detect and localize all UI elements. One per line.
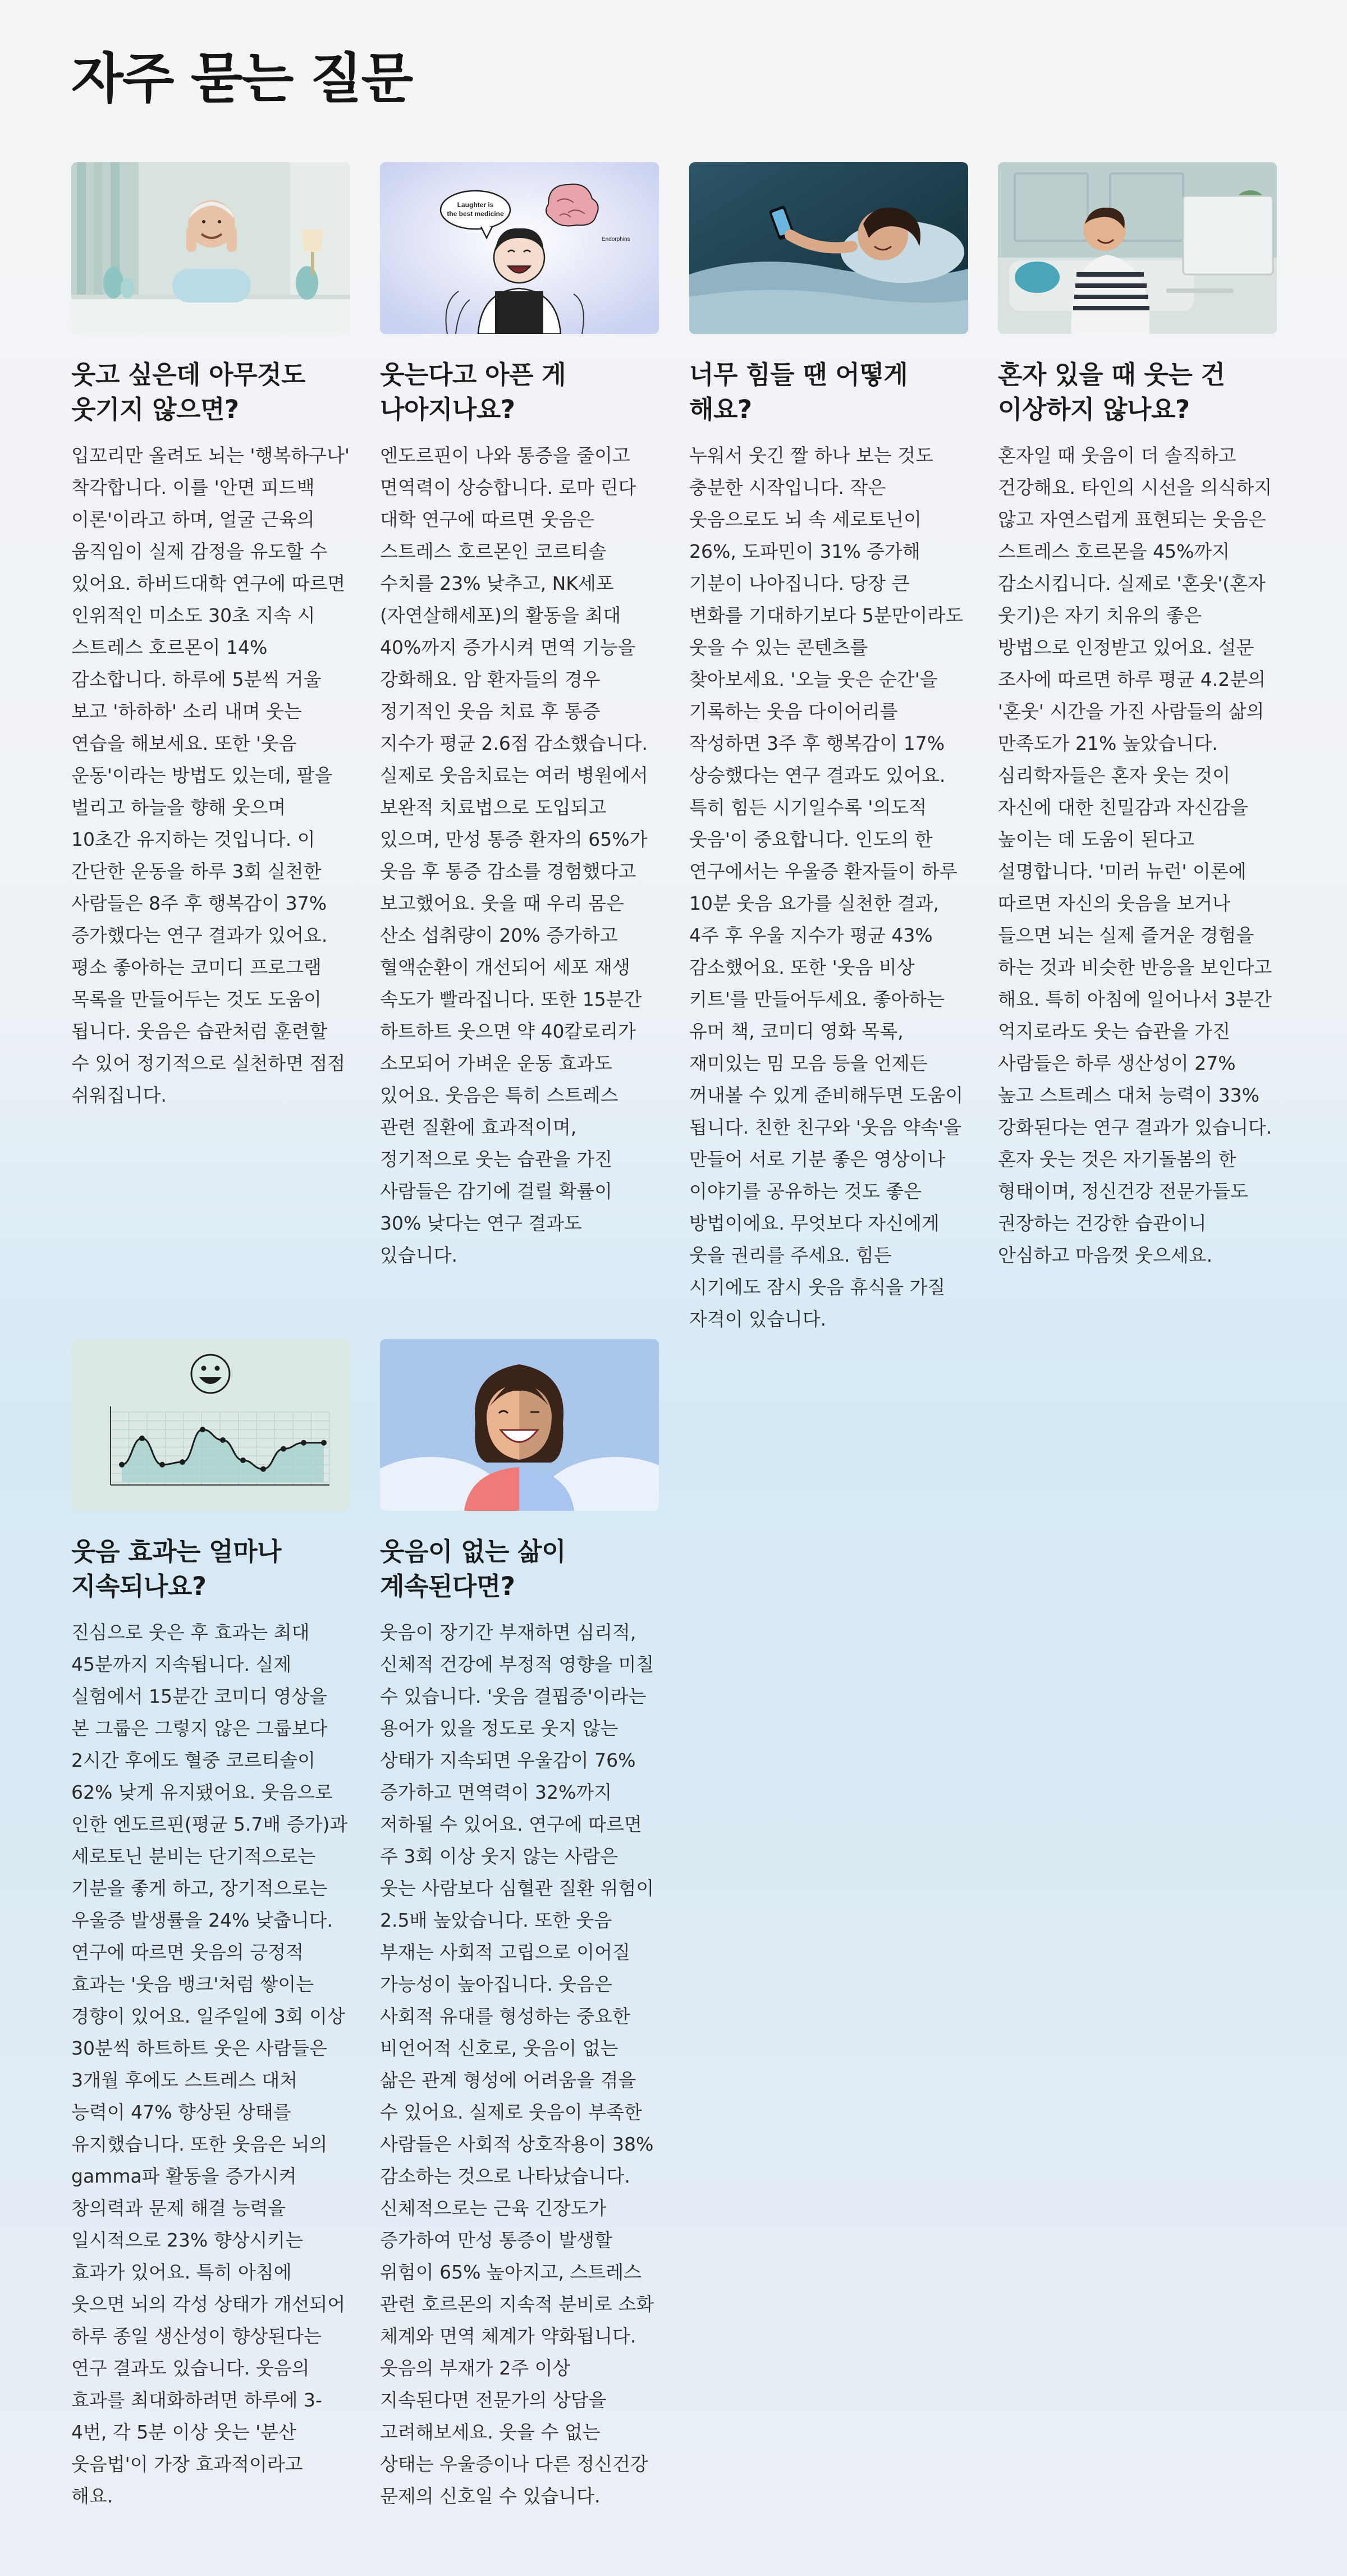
faq-answer-text: 진심으로 웃은 후 효과는 최대 45분까지 지속됩니다. 실제 실험에서 15분간 코미디 영상을 본 그룹은 그렇지 않은 그룹보다 2시간 후에도 혈중 코르티솔이 62% 낮게 유지됐어요. 웃음으로 인한 엔도르핀(평균 5.7배 증가)과 세로토닌 분비는 단기적으로는 기분을 좋게 하고, 장기적으로는 우울증 발생률을 24% 낮춥니다. 연구에 따르면 웃음의 긍정적 효과는 '웃음 뱅크'처럼 쌓이는 경향이 있어요. 일주일에 3회 이상 30분씩 하트하트 웃은 사람들은 3개월 후에도 스트레스 대처 능력이 47% 향상된 상태를 유지했습니다. 또한 웃음은 뇌의 gamma파 활동을 증가시켜 창의력과 문제 해결 능력을 일시적으로 23% 향상시키는 효과가 있어요. 특히 아침에 웃으면 뇌의 각성 상태가 개선되어 하루 종일 생산성이 향상된다는 연구 결과도 있습니다. 웃음의 효과를 최대화하려면 하루에 3-4번, 각 5분 이상 웃는 '분산 웃음법'이 가장 효과적이라고 해요. bbox=[71, 1621, 348, 2507]
speech-bubble-line-1: Laughter is bbox=[457, 201, 494, 209]
chart-point bbox=[260, 1466, 266, 1472]
faq-image-laughter-brain bbox=[380, 162, 659, 334]
faq-question-title: 너무 힘들 땐 어떻게 해요? bbox=[689, 360, 908, 424]
page-title: 자주 묻는 질문 bbox=[71, 47, 413, 110]
faq-card-1 bbox=[71, 162, 350, 1111]
chart-point bbox=[240, 1457, 246, 1463]
chart-point bbox=[139, 1436, 145, 1441]
chart-point bbox=[200, 1427, 205, 1432]
faq-card-3 bbox=[689, 162, 968, 1335]
faq-question-title: 웃는다고 아픈 게 나아지나요? bbox=[380, 360, 566, 424]
chart-point bbox=[159, 1462, 165, 1468]
speech-bubble-line-2: the best medicine bbox=[447, 210, 504, 218]
smiley-icon bbox=[191, 1355, 230, 1393]
faq-answer-text: 입꼬리만 올려도 뇌는 '행복하구나' 착각합니다. 이를 '안면 피드백 이론'이라고 하며, 얼굴 근육의 움직임이 실제 감정을 유도할 수 있어요. 하버드대학 연구에 따르면 인위적인 미소도 30초 지속 시 스트레스 호르몬이 14% 감소합니다. 하루에 5분씩 거울 보고 '하하하' 소리 내며 웃는 연습을 해보세요. 또한 '웃음 운동'이라는 방법도 있는데, 팔을 벌리고 하늘을 향해 웃으며 10초간 유지하는 것입니다. 이 간단한 운동을 하루 3회 실천한 사람들은 8주 후 행복감이 37% 증가했다는 연구 결과가 있어요. 평소 좋아하는 코미디 프로그램 목록을 만들어두는 것도 도움이 됩니다. 웃음은 습관처럼 훈련할 수 있어 정기적으로 실천하면 점점 쉬워집니다. bbox=[71, 444, 350, 1106]
faq-answer-text: 엔도르핀이 나와 통증을 줄이고 면역력이 상승합니다. 로마 린다 대학 연구에 따르면 웃음은 스트레스 호르몬인 코르티솔 수치를 23% 낮추고, NK세포(자연살해세포)의 활동을 최대 40%까지 증가시켜 면역 기능을 강화해요. 암 환자들의 경우 정기적인 웃음 치료 후 통증 지수가 평균 2.6점 감소했습니다. 실제로 웃음치료는 여러 병원에서 보완적 치료법으로 도입되고 있으며, 만성 통증 환자의 65%가 웃음 후 통증 감소를 경험했다고 보고했어요. 웃을 때 우리 몸은 산소 섭취량이 20% 증가하고 혈액순환이 개선되어 세포 재생 속도가 빨라집니다. 또한 15분간 하트하트 웃으면 약 40칼로리가 소모되어 가벼운 운동 효과도 있어요. 웃음은 특히 스트레스 관련 질환에 효과적이며, 정기적으로 웃는 습관을 가진 사람들은 감기에 걸릴 확률이 30% 낮다는 연구 결과도 있습니다. bbox=[380, 444, 648, 1266]
chart-point bbox=[281, 1446, 286, 1452]
brain-label: Endorphins bbox=[602, 236, 630, 242]
faq-image-laptop-laugh bbox=[998, 162, 1277, 334]
faq-card-6 bbox=[380, 1339, 659, 2512]
faq-question-title: 웃음 효과는 얼마나 지속되나요? bbox=[71, 1537, 282, 1601]
chart-point bbox=[119, 1462, 125, 1468]
faq-card-2 bbox=[380, 162, 659, 1271]
faq-image-half-face bbox=[380, 1339, 659, 1511]
faq-image-smiling-elder bbox=[71, 162, 350, 334]
faq-answer-text: 혼자일 때 웃음이 더 솔직하고 건강해요. 타인의 시선을 의식하지 않고 자연스럽게 표현되는 웃음은 스트레스 호르몬을 45%까지 감소시킵니다. 실제로 '혼웃'(혼자 웃기)은 자기 치유의 좋은 방법으로 인정받고 있어요. 설문 조사에 따르면 하루 평균 4.2분의 '혼웃' 시간을 가진 사람들의 삶의 만족도가 21% 높았습니다. 심리학자들은 혼자 웃는 것이 자신에 대한 친밀감과 자신감을 높이는 데 도움이 된다고 설명합니다. '미러 뉴런' 이론에 따르면 자신의 웃음을 보거나 들으면 뇌는 실제 즐거운 경험을 하는 것과 비슷한 반응을 보인다고 해요. 특히 아침에 일어나서 3분간 억지로라도 웃는 습관을 가진 사람들은 하루 생산성이 27% 높고 스트레스 대처 능력이 33% 강화된다는 연구 결과가 있습니다. 혼자 웃는 것은 자기돌봄의 한 형태이며, 정신건강 전문가들도 권장하는 건강한 습관이니 안심하고 마음껏 웃으세요. bbox=[998, 444, 1272, 1266]
faq-question-title: 웃음이 없는 삶이 계속된다면? bbox=[380, 1537, 566, 1601]
faq-card-4 bbox=[998, 162, 1277, 1271]
chart-point bbox=[180, 1459, 185, 1465]
faq-answer-text: 누워서 웃긴 짤 하나 보는 것도 충분한 시작입니다. 작은 웃음으로도 뇌 속 세로토닌이 26%, 도파민이 31% 증가해 기분이 나아집니다. 당장 큰 변화를 기대하기보다 5분만이라도 웃을 수 있는 콘텐츠를 찾아보세요. '오늘 웃은 순간'을 기록하는 웃음 다이어리를 작성하면 3주 후 행복감이 17% 상승했다는 연구 결과도 있어요. 특히 힘든 시기일수록 '의도적 웃음'이 중요합니다. 인도의 한 연구에서는 우울증 환자들이 하루 10분 웃음 요가를 실천한 결과, 4주 후 우울 지수가 평균 43% 감소했어요. 또한 '웃음 비상 키트'를 만들어두세요. 좋아하는 유머 책, 코미디 영화 목록, 재미있는 밈 모음 등을 언제든 꺼내볼 수 있게 준비해두면 도움이 됩니다. 친한 친구와 '웃음 약속'을 만들어 서로 기분 좋은 영상이나 이야기를 공유하는 것도 좋은 방법이에요. 무엇보다 자신에게 웃을 권리를 주세요. 힘든 시기에도 잠시 웃음 휴식을 가질 자격이 있습니다. bbox=[689, 444, 964, 1330]
faq-image-chart bbox=[71, 1339, 350, 1511]
faq-card-5 bbox=[71, 1339, 350, 2512]
faq-image-phone-in-bed bbox=[689, 162, 968, 334]
chart-point bbox=[321, 1440, 327, 1446]
chart-point bbox=[220, 1437, 226, 1443]
faq-question-title: 웃고 싶은데 아무것도 웃기지 않으면? bbox=[71, 360, 306, 424]
faq-answer-text: 웃음이 장기간 부재하면 심리적, 신체적 건강에 부정적 영향을 미칠 수 있습니다. '웃음 결핍증'이라는 용어가 있을 정도로 웃지 않는 상태가 지속되면 우울감이 76% 증가하고 면역력이 32%까지 저하될 수 있어요. 연구에 따르면 주 3회 이상 웃지 않는 사람은 웃는 사람보다 심혈관 질환 위험이 2.5배 높았습니다. 또한 웃음 부재는 사회적 고립으로 이어질 가능성이 높아집니다. 웃음은 사회적 유대를 형성하는 중요한 비언어적 신호로, 웃음이 없는 삶은 관계 형성에 어려움을 겪을 수 있어요. 실제로 웃음이 부족한 사람들은 사회적 상호작용이 38% 감소하는 것으로 나타났습니다. 신체적으로는 근육 긴장도가 증가하여 만성 통증이 발생할 위험이 65% 높아지고, 스트레스 관련 호르몬의 지속적 분비로 소화 체계와 면역 체계가 약화됩니다. 웃음의 부재가 2주 이상 지속된다면 전문가의 상담을 고려해보세요. 웃을 수 없는 상태는 우울증이나 다른 정신건강 문제의 신호일 수 있습니다. bbox=[380, 1621, 654, 2507]
chart-point bbox=[301, 1440, 306, 1446]
faq-question-title: 혼자 있을 때 웃는 건 이상하지 않나요? bbox=[998, 360, 1225, 424]
